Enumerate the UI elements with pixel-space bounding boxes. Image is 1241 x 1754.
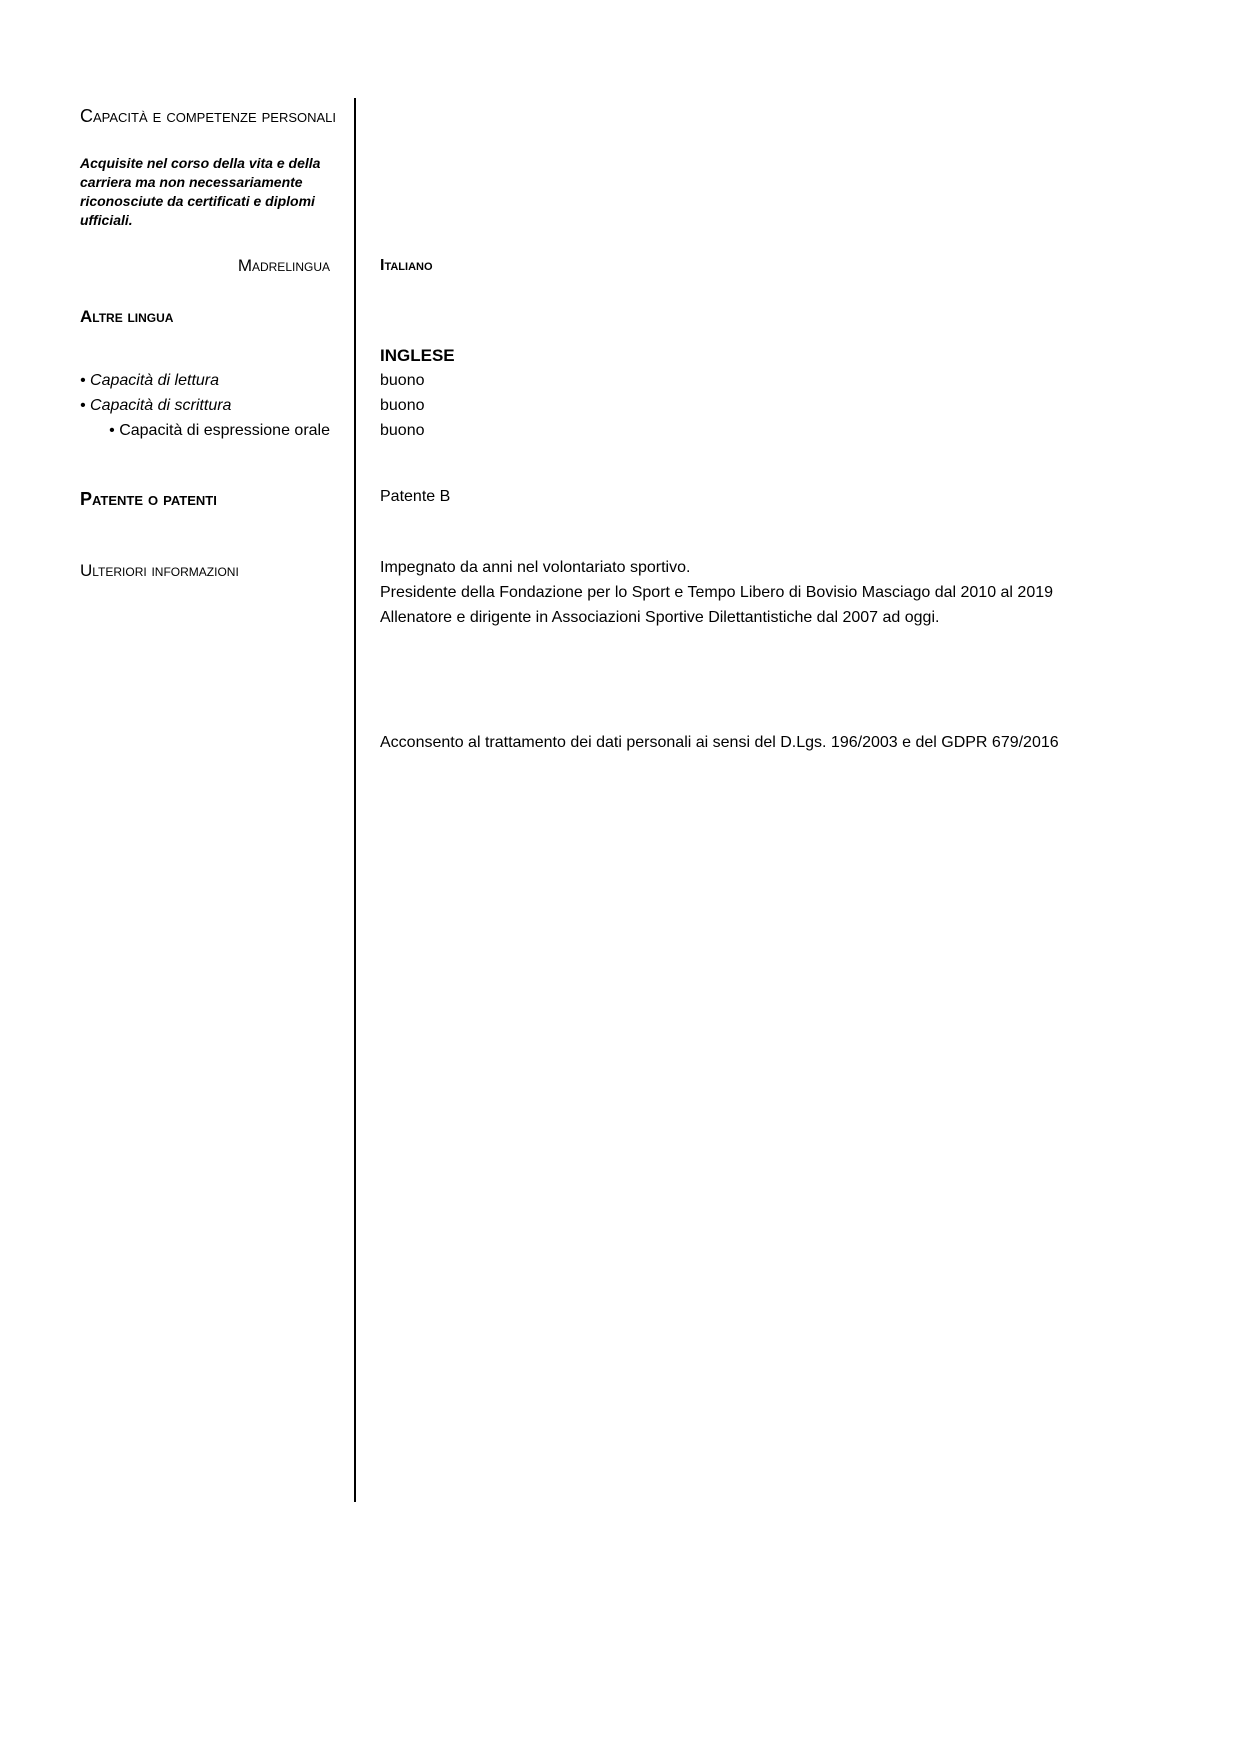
skill-writing-value: buono <box>380 397 425 414</box>
skill-speaking-label: • Capacità di espressione orale <box>109 422 330 439</box>
section-title: Capacità e competenze personali <box>80 106 337 126</box>
column-divider <box>354 98 356 1502</box>
privacy-consent: Acconsento al trattamento dei dati personali ai sensi del D.Lgs. 196/2003 e del GDPR 679/2016 <box>380 734 1059 751</box>
ulteriori-line: Presidente della Fondazione per lo Sport e Tempo Libero di Bovisio Masciago dal 2010 al 2019 <box>380 584 1054 601</box>
skill-writing-label: • Capacità di scrittura <box>80 397 232 414</box>
madrelingua-value: Italiano <box>380 257 433 274</box>
patente-label: Patente o patenti <box>80 489 217 509</box>
language-name: INGLESE <box>380 346 455 365</box>
ulteriori-label: Ulteriori informazioni <box>80 561 239 580</box>
section-description: Acquisite nel corso della vita e della carriera ma non necessariamente riconosciute da certificati e diplomi ufficiali. <box>80 155 321 228</box>
patente-value: Patente B <box>380 488 451 505</box>
altre-lingue-label: Altre lingua <box>80 307 174 326</box>
skill-reading-label: • Capacità di lettura <box>80 372 220 389</box>
ulteriori-line: Impegnato da anni nel volontariato sportivo. <box>380 559 691 576</box>
skill-speaking-value: buono <box>380 422 425 439</box>
ulteriori-line: Allenatore e dirigente in Associazioni Sportive Dilettantistiche dal 2007 ad oggi. <box>380 609 940 626</box>
ulteriori-block <box>380 555 1053 630</box>
skill-reading-value: buono <box>380 372 425 389</box>
madrelingua-label: Madrelingua <box>237 256 330 275</box>
